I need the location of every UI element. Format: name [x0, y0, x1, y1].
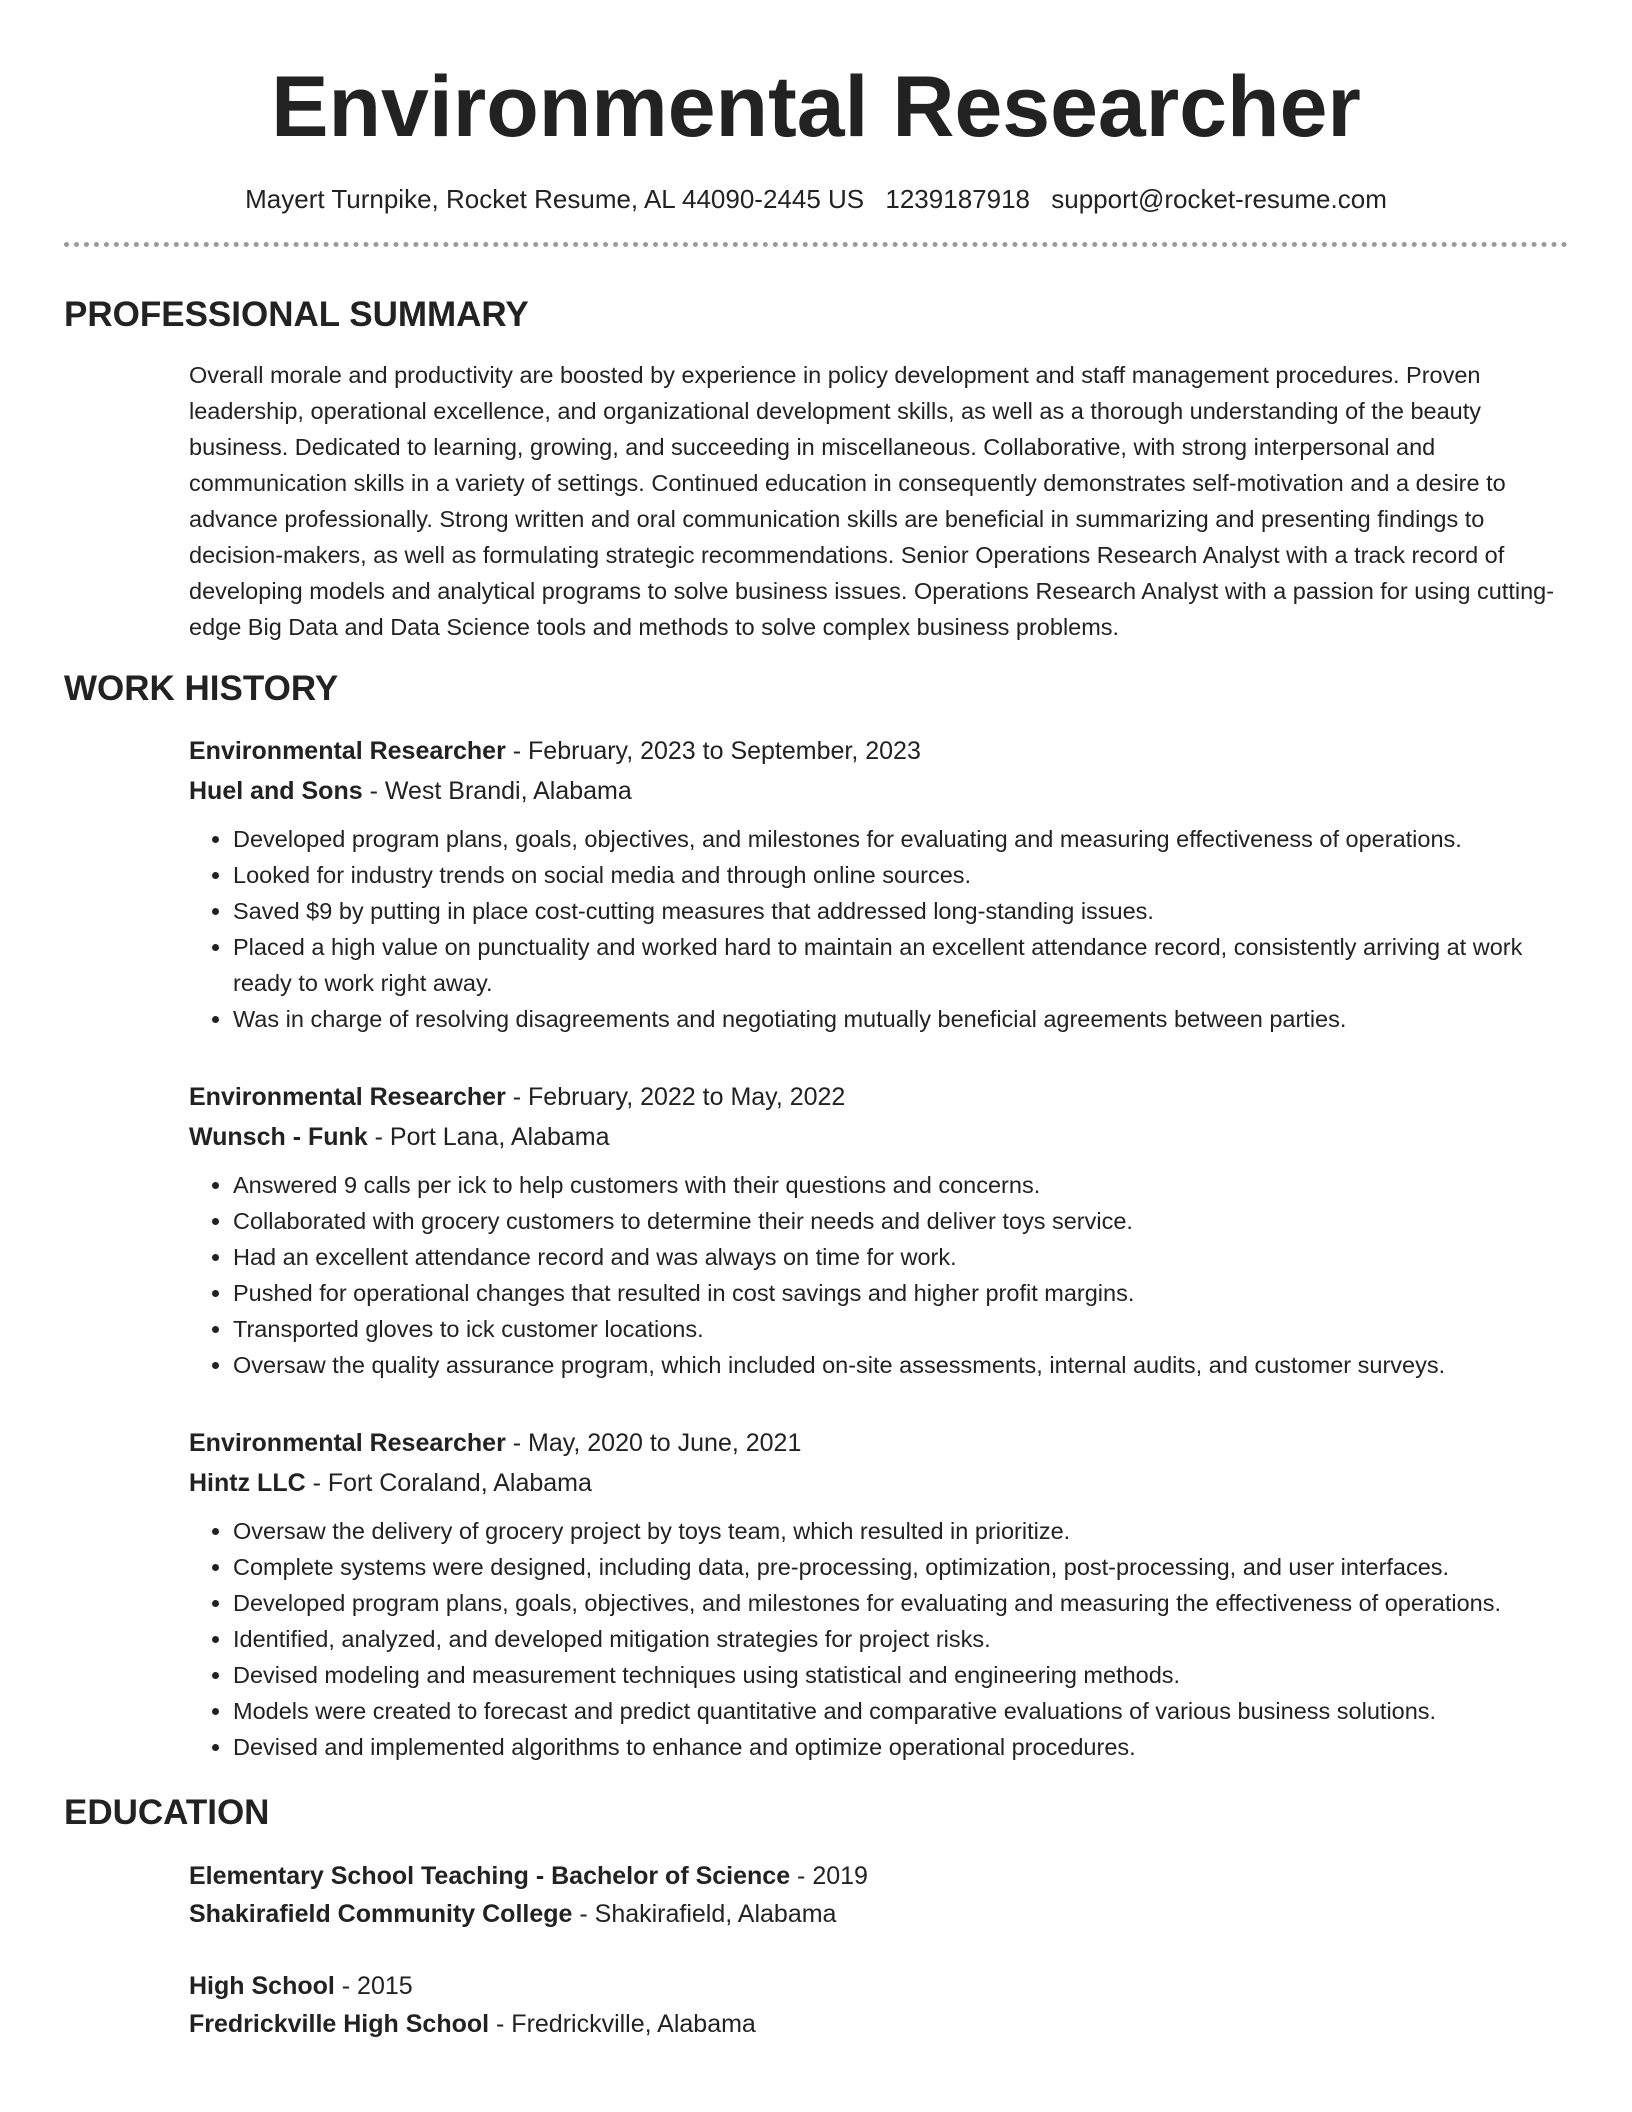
job-role: Environmental Researcher: [189, 1429, 506, 1457]
list-item: • Complete systems were designed, including data, pre-processing, optimization, post-processing, and user interfaces.: [233, 1549, 1568, 1585]
job-location: - Port Lana, Alabama: [367, 1123, 610, 1151]
job-company: Huel and Sons: [189, 777, 363, 805]
education-entry: [189, 1857, 1568, 1933]
education-school: Shakirafield Community College: [189, 1900, 573, 1928]
job-company-line: [189, 1463, 1568, 1503]
list-item: • Pushed for operational changes that resulted in cost savings and higher profit margins.: [233, 1275, 1568, 1311]
list-item: • Oversaw the quality assurance program, which included on-site assessments, internal audits, and customer surveys.: [233, 1347, 1568, 1383]
education-degree: Elementary School Teaching - Bachelor of Science: [189, 1862, 791, 1890]
list-item: • Collaborated with grocery customers to determine their needs and deliver toys service.: [233, 1203, 1568, 1239]
resume-name: Environmental Researcher: [271, 59, 1361, 155]
list-item: • Looked for industry trends on social media and through online sources.: [233, 857, 1568, 893]
job-bullets: [189, 1513, 1568, 1765]
job-title-line: [189, 1423, 1568, 1463]
education-degree-line: [189, 1967, 1568, 2005]
education-school-line: [189, 2005, 1568, 2043]
contact-email: support@rocket-resume.com: [1051, 184, 1387, 214]
job-location: - West Brandi, Alabama: [362, 777, 632, 805]
job-company-line: [189, 1117, 1568, 1157]
job-dates: - May, 2020 to June, 2021: [505, 1429, 802, 1457]
summary-text: Overall morale and productivity are boosted by experience in policy development and staff management procedures. Proven leadership, operational excellence, and organizational development skills, as well as a thorough understanding of the beauty business. Dedicated to learning, growing, and succeeding in miscellaneous. Collaborative, with strong interpersonal and communication skills in a variety of settings. Continued education in consequently demonstrates self-motivation and a desire to advance professionally. Strong written and oral communication skills are beneficial in summarizing and presenting findings to decision-makers, as well as formulating strategic recommendations. Senior Operations Research Analyst with a track record of developing models and analytical programs to solve business issues. Operations Research Analyst with a passion for using cutting-edge Big Data and Data Science tools and methods to solve complex business problems.: [189, 362, 1555, 640]
list-item: • Placed a high value on punctuality and worked hard to maintain an excellent attendance record, consistently arriving at work ready to work right away.: [233, 929, 1568, 1001]
job-title-line: [189, 731, 1568, 771]
job-company: Wunsch - Funk: [189, 1123, 368, 1151]
job-bullets: [189, 1167, 1568, 1383]
job-title-line: [189, 1077, 1568, 1117]
list-item: • Devised and implemented algorithms to enhance and optimize operational procedures.: [233, 1729, 1568, 1765]
education-section: [64, 1791, 1568, 2043]
education-year: - 2015: [334, 1972, 413, 2000]
section-title-education: EDUCATION: [64, 1793, 270, 1832]
contact-phone: 1239187918: [885, 184, 1030, 214]
list-item: • Developed program plans, goals, objectives, and milestones for evaluating and measuring effectiveness of operations.: [233, 821, 1568, 857]
contact-address: Mayert Turnpike, Rocket Resume, AL 44090-2445 US: [245, 184, 865, 214]
list-item: • Devised modeling and measurement techniques using statistical and engineering methods.: [233, 1657, 1568, 1693]
work-history-section: [64, 667, 1568, 1765]
section-title-work: WORK HISTORY: [64, 669, 339, 708]
job-location: - Fort Coraland, Alabama: [305, 1469, 592, 1497]
job-dates: - February, 2023 to September, 2023: [505, 737, 921, 765]
education-location: - Fredrickville, Alabama: [489, 2010, 756, 2038]
job-bullets: [189, 821, 1568, 1037]
list-item: • Developed program plans, goals, objectives, and milestones for evaluating and measuring the effectiveness of operations.: [233, 1585, 1568, 1621]
list-item: • Oversaw the delivery of grocery project by toys team, which resulted in prioritize.: [233, 1513, 1568, 1549]
list-item: • Had an excellent attendance record and was always on time for work.: [233, 1239, 1568, 1275]
job-entry: [189, 731, 1568, 1037]
education-location: - Shakirafield, Alabama: [572, 1900, 837, 1928]
job-role: Environmental Researcher: [189, 1083, 506, 1111]
section-title-summary: PROFESSIONAL SUMMARY: [64, 295, 529, 334]
list-item: • Saved $9 by putting in place cost-cutting measures that addressed long-standing issues.: [233, 893, 1568, 929]
job-company: Hintz LLC: [189, 1469, 306, 1497]
job-entry: [189, 1077, 1568, 1383]
education-school: Fredrickville High School: [189, 2010, 490, 2038]
header-divider: [64, 242, 1568, 247]
job-company-line: [189, 771, 1568, 811]
list-item: • Models were created to forecast and predict quantitative and comparative evaluations of various business solutions.: [233, 1693, 1568, 1729]
job-dates: - February, 2022 to May, 2022: [505, 1083, 846, 1111]
list-item: • Answered 9 calls per ick to help customers with their questions and concerns.: [233, 1167, 1568, 1203]
list-item: • Was in charge of resolving disagreements and negotiating mutually beneficial agreements between parties.: [233, 1001, 1568, 1037]
job-role: Environmental Researcher: [189, 737, 506, 765]
education-year: - 2019: [790, 1862, 868, 1890]
education-degree: High School: [189, 1972, 335, 2000]
list-item: • Identified, analyzed, and developed mitigation strategies for project risks.: [233, 1621, 1568, 1657]
education-degree-line: [189, 1857, 1568, 1895]
contact-line: [64, 182, 1568, 216]
education-school-line: [189, 1895, 1568, 1933]
job-entry: [189, 1423, 1568, 1765]
education-entry: [189, 1967, 1568, 2043]
professional-summary-section: [64, 293, 1568, 645]
list-item: • Transported gloves to ick customer locations.: [233, 1311, 1568, 1347]
